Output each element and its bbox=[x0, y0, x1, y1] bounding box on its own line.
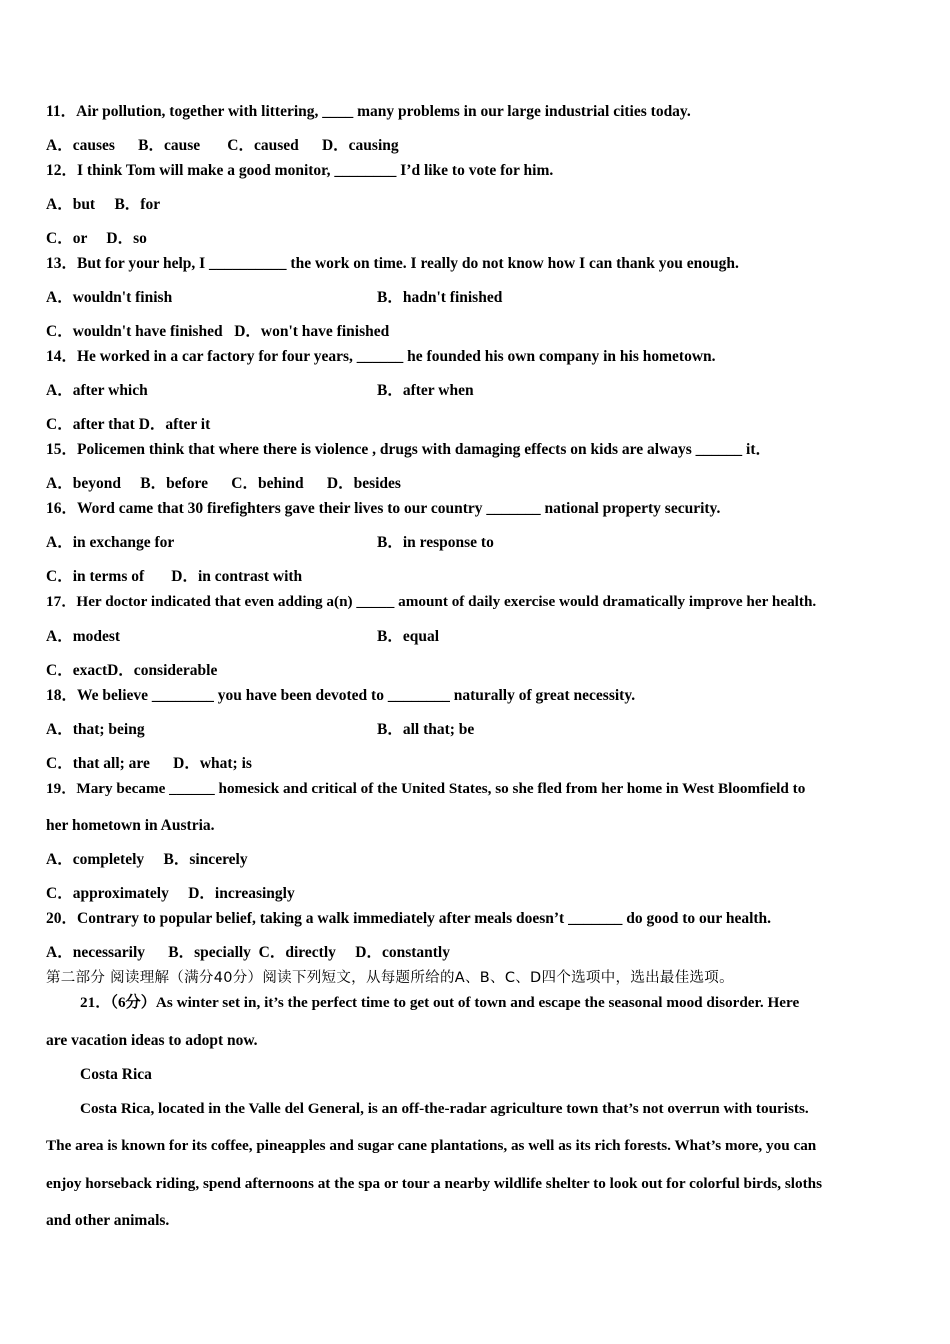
q18-options-cd: C．that all; are D．what; is bbox=[46, 755, 252, 772]
q18-option-a: A．that; being bbox=[46, 721, 145, 738]
q16-stem: 16．Word came that 30 firefighters gave their lives to our country _______ national property security. bbox=[46, 500, 721, 517]
q16-option-a: A．in exchange for bbox=[46, 534, 175, 551]
q19-options-ab: A．completely B．sincerely bbox=[46, 851, 248, 868]
passage-line4: and other animals. bbox=[46, 1212, 170, 1229]
q17-option-b: B．equal bbox=[377, 628, 440, 645]
q21-intro-line1: 21．（6分）As winter set in, it’s the perfect time to get out of town and escape the seasonal mood disorder. Here bbox=[80, 994, 800, 1011]
q19-stem-line2: her hometown in Austria. bbox=[46, 817, 215, 834]
q13-option-a: A．wouldn't finish bbox=[46, 289, 173, 306]
q21-intro-line2: are vacation ideas to adopt now. bbox=[46, 1032, 258, 1049]
q18-option-b: B．all that; be bbox=[377, 721, 475, 738]
passage-line3: enjoy horseback riding, spend afternoons at the spa or tour a nearby wildlife shelter to look out for colorful birds, sloths bbox=[46, 1175, 823, 1192]
passage-line1: Costa Rica, located in the Valle del General, is an off-the-radar agriculture town that’s not overrun with tourists. bbox=[80, 1100, 809, 1117]
q15-options: A．beyond B．before C．behind D．besides bbox=[46, 475, 401, 492]
q14-option-a: A．after which bbox=[46, 382, 148, 399]
q12-stem: 12．I think Tom will make a good monitor, ________ I’d like to vote for him. bbox=[46, 162, 554, 179]
q19-options-cd: C．approximately D．increasingly bbox=[46, 885, 295, 902]
q13-stem: 13．But for your help, I __________ the work on time. I really do not know how I can thank you enough. bbox=[46, 255, 739, 272]
q16-options-cd: C．in terms of D．in contrast with bbox=[46, 568, 303, 585]
q14-stem: 14．He worked in a car factory for four years, ______ he founded his own company in his hometown. bbox=[46, 348, 716, 365]
q17-options-cd: C．exactD．considerable bbox=[46, 662, 218, 679]
q12-options-cd: C．or D．so bbox=[46, 230, 147, 247]
q20-options: A．necessarily B．specially C．directly D．constantly bbox=[46, 944, 450, 961]
q19-stem-line1: 19．Mary became ______ homesick and critical of the United States, so she fled from her home in West Bloomfield to bbox=[46, 780, 806, 797]
q17-stem: 17．Her doctor indicated that even adding a(n) _____ amount of daily exercise would dramatically improve her health. bbox=[46, 593, 817, 610]
q11-stem: 11．Air pollution, together with littering, ____ many problems in our large industrial cities today. bbox=[46, 103, 691, 120]
q17-option-a: A．modest bbox=[46, 628, 121, 645]
q13-options-cd: C．wouldn't have finished D．won't have finished bbox=[46, 323, 390, 340]
q15-stem: 15．Policemen think that where there is violence , drugs with damaging effects on kids are always ______ it． bbox=[46, 441, 772, 458]
q14-options-cd: C．after that D．after it bbox=[46, 416, 211, 433]
q16-option-b: B．in response to bbox=[377, 534, 494, 551]
q18-stem: 18．We believe ________ you have been devoted to ________ naturally of great necessity. bbox=[46, 687, 636, 704]
q12-options-ab: A．but B．for bbox=[46, 196, 161, 213]
section2-heading: 第二部分 阅读理解（满分40分）阅读下列短文，从每题所给的A、B、C、D四个选项中，选出最佳选项。 bbox=[46, 970, 734, 986]
passage-line2: The area is known for its coffee, pineapples and sugar cane plantations, as well as its rich forests. What’s more, you can bbox=[46, 1137, 817, 1154]
q11-options: A．causes B．cause C．caused D．causing bbox=[46, 137, 399, 154]
passage-subheading: Costa Rica bbox=[80, 1066, 152, 1083]
q13-option-b: B．hadn't finished bbox=[377, 289, 503, 306]
q20-stem: 20．Contrary to popular belief, taking a walk immediately after meals doesn’t _______ do good to our health. bbox=[46, 910, 772, 927]
q14-option-b: B．after when bbox=[377, 382, 474, 399]
